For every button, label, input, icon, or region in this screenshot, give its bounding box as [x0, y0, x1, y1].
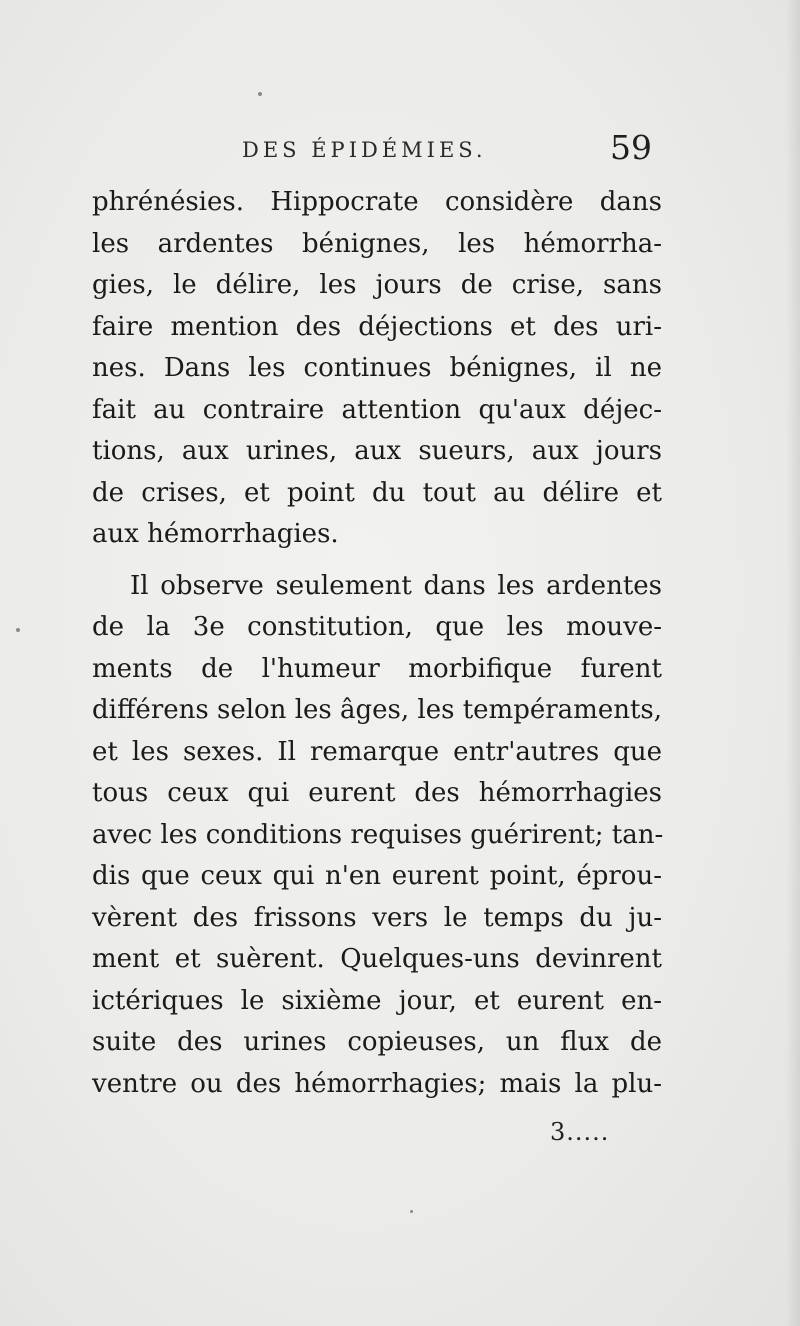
- text-line: les ardentes bénignes, les hémorrha-: [92, 228, 662, 259]
- body-text: [92, 182, 662, 1105]
- text-line: gies, le délire, les jours de crise, sans: [92, 270, 662, 300]
- text-line: aux hémorrhagies.: [92, 519, 339, 549]
- page-number: 59: [610, 128, 652, 167]
- text-line: Il observe seulement dans les ardentes: [130, 570, 662, 601]
- text-line: tions, aux urines, aux sueurs, aux jours: [92, 436, 662, 466]
- text-line: dis que ceux qui n'en eurent point, éprou-: [92, 861, 662, 891]
- text-line: faire mention des déjections et des uri-: [92, 311, 662, 342]
- text-line: de la 3e constitution, que les mouve-: [92, 612, 662, 642]
- paragraph-2: [92, 566, 662, 1106]
- text-line: différens selon les âges, les tempéraments,: [92, 695, 663, 725]
- text-line: ictériques le sixième jour, et eurent en-: [92, 985, 662, 1016]
- text-line: vèrent des frissons vers le temps du ju-: [92, 902, 662, 933]
- page-header: [90, 126, 660, 176]
- text-line: tous ceux qui eurent des hémorrhagies: [92, 778, 662, 808]
- paragraph-gap: [92, 556, 662, 566]
- text-line: de crises, et point du tout au délire et: [92, 477, 662, 508]
- running-head: DES ÉPIDÉMIES.: [242, 138, 487, 162]
- paper-speck: [16, 628, 20, 632]
- text-line: suite des urines copieuses, un flux de: [92, 1027, 662, 1057]
- text-line: ventre ou des hémorrhagies; mais la plu-: [92, 1068, 662, 1099]
- paragraph-1: [92, 182, 662, 556]
- text-line: et les sexes. Il remarque entr'autres que: [92, 736, 662, 767]
- text-line: ments de l'humeur morbifique furent: [92, 653, 662, 684]
- paper-speck: [410, 1210, 413, 1213]
- paper-speck: [258, 92, 262, 96]
- text-line: phrénésies. Hippocrate considère dans: [92, 187, 662, 217]
- text-line: avec les conditions requises guérirent; tan-: [92, 819, 664, 850]
- text-line: ment et suèrent. Quelques-uns devinrent: [92, 944, 662, 974]
- page-edge-shadow: [786, 0, 800, 1326]
- text-line: nes. Dans les continues bénignes, il ne: [92, 353, 662, 383]
- catchword: 3.....: [550, 1118, 610, 1146]
- text-line: fait au contraire attention qu'aux déjec-: [92, 394, 662, 425]
